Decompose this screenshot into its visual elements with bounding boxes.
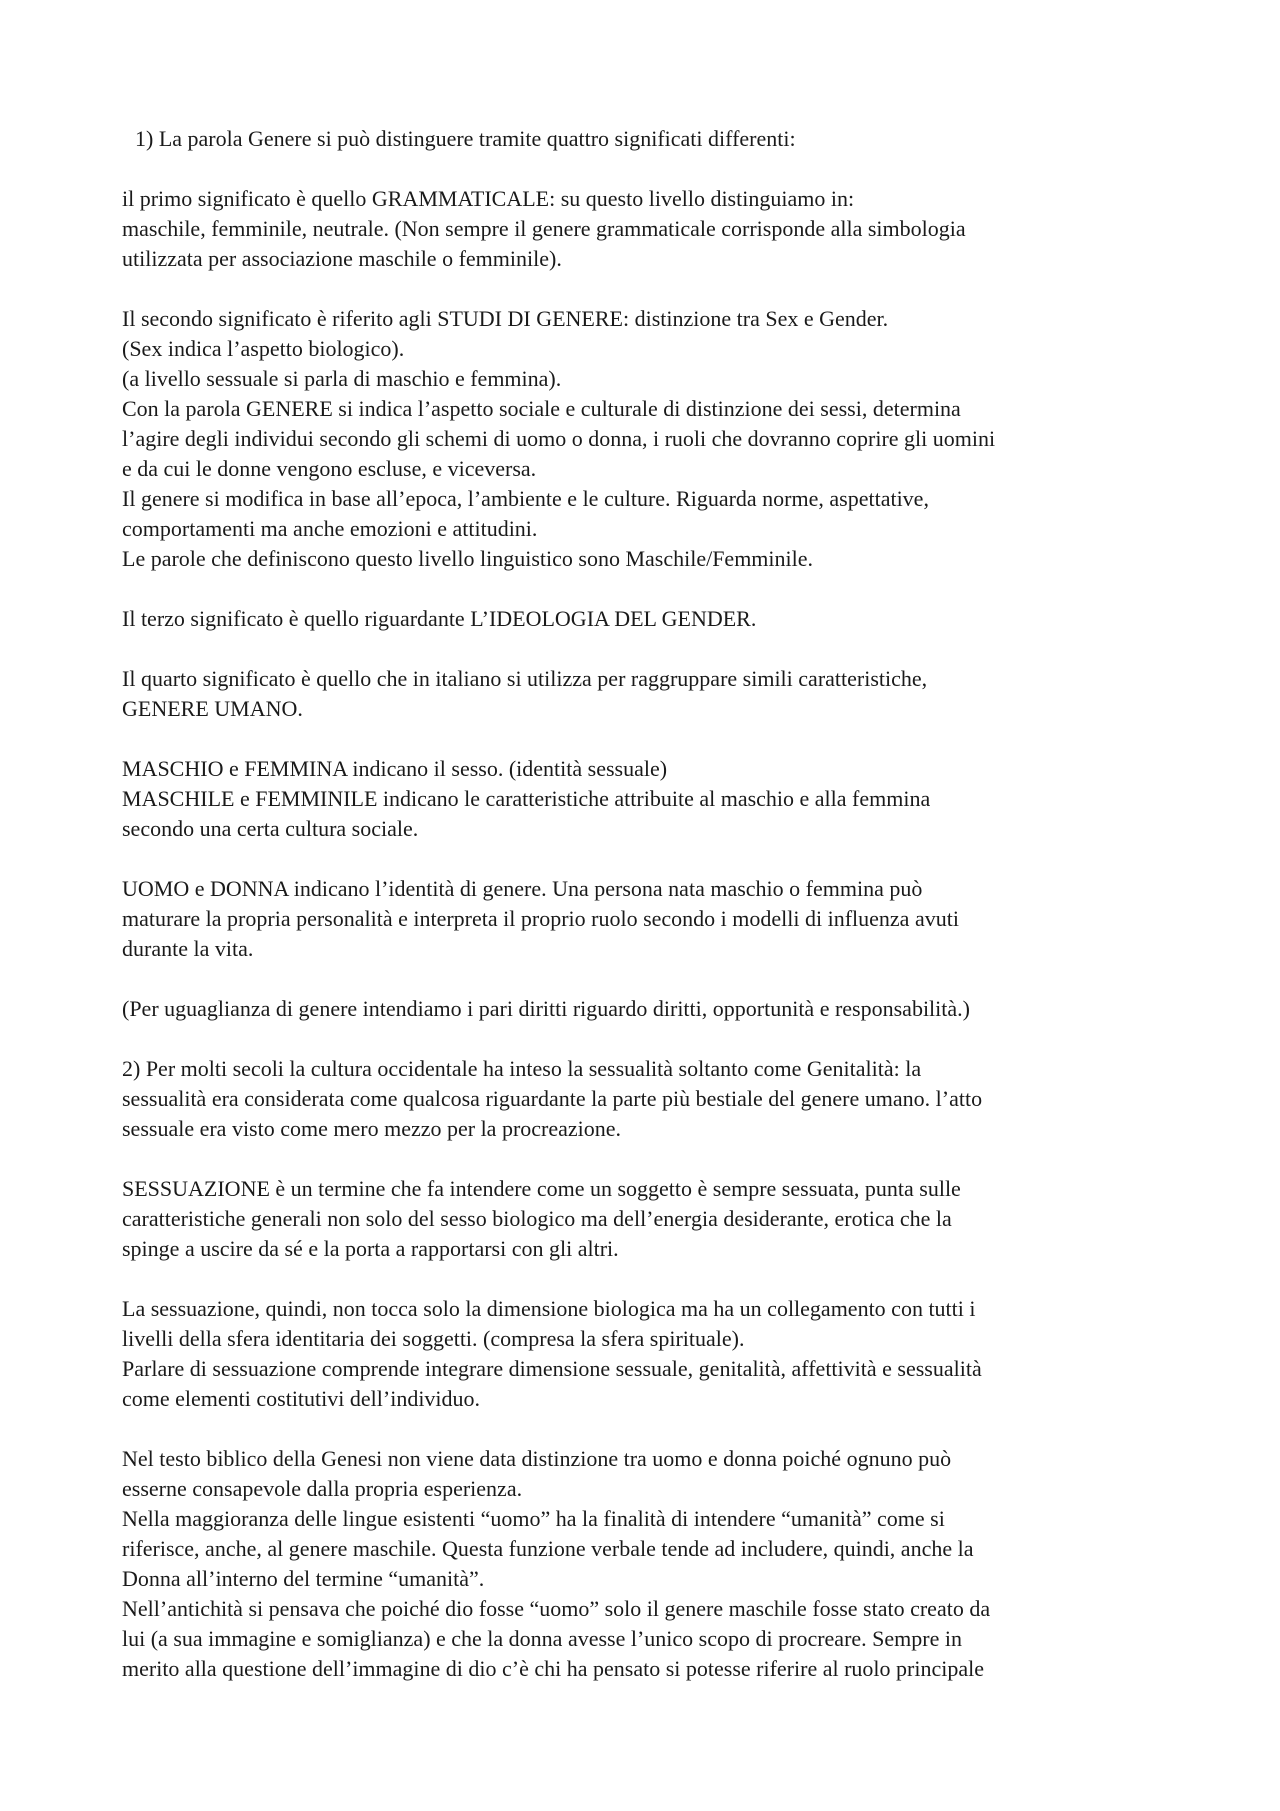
text-line: comportamenti ma anche emozioni e attitudini.	[122, 516, 538, 541]
text-line: Le parole che definiscono questo livello linguistico sono Maschile/Femminile.	[122, 546, 814, 571]
text-line: 2) Per molti secoli la cultura occidentale ha inteso la sessualità soltanto come Genitalità: la	[122, 1056, 922, 1081]
text-line: (Per uguaglianza di genere intendiamo i pari diritti riguardo diritti, opportunità e responsabilità.)	[122, 996, 970, 1021]
text-line: Nell’antichità si pensava che poiché dio fosse “uomo” solo il genere maschile fosse stato creato da	[122, 1596, 991, 1621]
text-line: MASCHIO e FEMMINA indicano il sesso. (identità sessuale)	[122, 756, 668, 781]
text-line: riferisce, anche, al genere maschile. Questa funzione verbale tende ad includere, quindi, anche la	[122, 1536, 974, 1561]
text-line: Il terzo significato è quello riguardante L’IDEOLOGIA DEL GENDER.	[122, 606, 757, 631]
blank-line	[122, 964, 1182, 994]
text-line: Nel testo biblico della Genesi non viene data distinzione tra uomo e donna poiché ognuno può	[122, 1446, 952, 1471]
text-line: il primo significato è quello GRAMMATICALE: su questo livello distinguiamo in:	[122, 186, 855, 211]
document-body	[122, 124, 1182, 1684]
blank-line	[122, 1264, 1182, 1294]
text-line: Il genere si modifica in base all’epoca, l’ambiente e le culture. Riguarda norme, aspettative,	[122, 486, 929, 511]
text-line: l’agire degli individui secondo gli schemi di uomo o donna, i ruoli che dovranno coprire gli uomini	[122, 426, 996, 451]
text-line: (a livello sessuale si parla di maschio e femmina).	[122, 366, 562, 391]
text-line: e da cui le donne vengono escluse, e viceversa.	[122, 456, 537, 481]
blank-line	[122, 154, 1182, 184]
text-line: maturare la propria personalità e interpreta il proprio ruolo secondo i modelli di influenza avuti	[122, 906, 959, 931]
text-line: utilizzata per associazione maschile o femminile).	[122, 246, 562, 271]
text-line: Con la parola GENERE si indica l’aspetto sociale e culturale di distinzione dei sessi, determina	[122, 396, 961, 421]
text-line: MASCHILE e FEMMINILE indicano le caratteristiche attribuite al maschio e alla femmina	[122, 786, 931, 811]
text-line: livelli della sfera identitaria dei soggetti. (compresa la sfera spirituale).	[122, 1326, 745, 1351]
text-line: 1) La parola Genere si può distinguere tramite quattro significati differenti:	[135, 126, 796, 151]
text-line: UOMO e DONNA indicano l’identità di genere. Una persona nata maschio o femmina può	[122, 876, 923, 901]
blank-line	[122, 1414, 1182, 1444]
text-line: (Sex indica l’aspetto biologico).	[122, 336, 405, 361]
text-line: esserne consapevole dalla propria esperienza.	[122, 1476, 523, 1501]
blank-line	[122, 844, 1182, 874]
text-line: sessuale era visto come mero mezzo per la procreazione.	[122, 1116, 622, 1141]
blank-line	[122, 1144, 1182, 1174]
text-line: Il secondo significato è riferito agli STUDI DI GENERE: distinzione tra Sex e Gender.	[122, 306, 889, 331]
text-line: Parlare di sessuazione comprende integrare dimensione sessuale, genitalità, affettività e sessualità	[122, 1356, 982, 1381]
text-line: La sessuazione, quindi, non tocca solo la dimensione biologica ma ha un collegamento con tutti i	[122, 1296, 976, 1321]
text-line: secondo una certa cultura sociale.	[122, 816, 419, 841]
text-line: caratteristiche generali non solo del sesso biologico ma dell’energia desiderante, erotica che la	[122, 1206, 952, 1231]
blank-line	[122, 724, 1182, 754]
text-line: come elementi costitutivi dell’individuo.	[122, 1386, 481, 1411]
blank-line	[122, 574, 1182, 604]
text-line: durante la vita.	[122, 936, 254, 961]
text-line: Nella maggioranza delle lingue esistenti “uomo” ha la finalità di intendere “umanità” come si	[122, 1506, 945, 1531]
text-line: Donna all’interno del termine “umanità”.	[122, 1566, 485, 1591]
text-line: Il quarto significato è quello che in italiano si utilizza per raggruppare simili caratteristiche,	[122, 666, 928, 691]
text-line: spinge a uscire da sé e la porta a rapportarsi con gli altri.	[122, 1236, 619, 1261]
text-line: maschile, femminile, neutrale. (Non sempre il genere grammaticale corrisponde alla simbologia	[122, 216, 966, 241]
text-line: sessualità era considerata come qualcosa riguardante la parte più bestiale del genere umano. l’atto	[122, 1086, 983, 1111]
blank-line	[122, 274, 1182, 304]
text-line: lui (a sua immagine e somiglianza) e che la donna avesse l’unico scopo di procreare. Sempre in	[122, 1626, 962, 1651]
text-line: merito alla questione dell’immagine di dio c’è chi ha pensato si potesse riferire al ruolo principale	[122, 1656, 984, 1681]
text-line: GENERE UMANO.	[122, 696, 303, 721]
blank-line	[122, 634, 1182, 664]
blank-line	[122, 1024, 1182, 1054]
text-line: SESSUAZIONE è un termine che fa intendere come un soggetto è sempre sessuata, punta sulle	[122, 1176, 961, 1201]
